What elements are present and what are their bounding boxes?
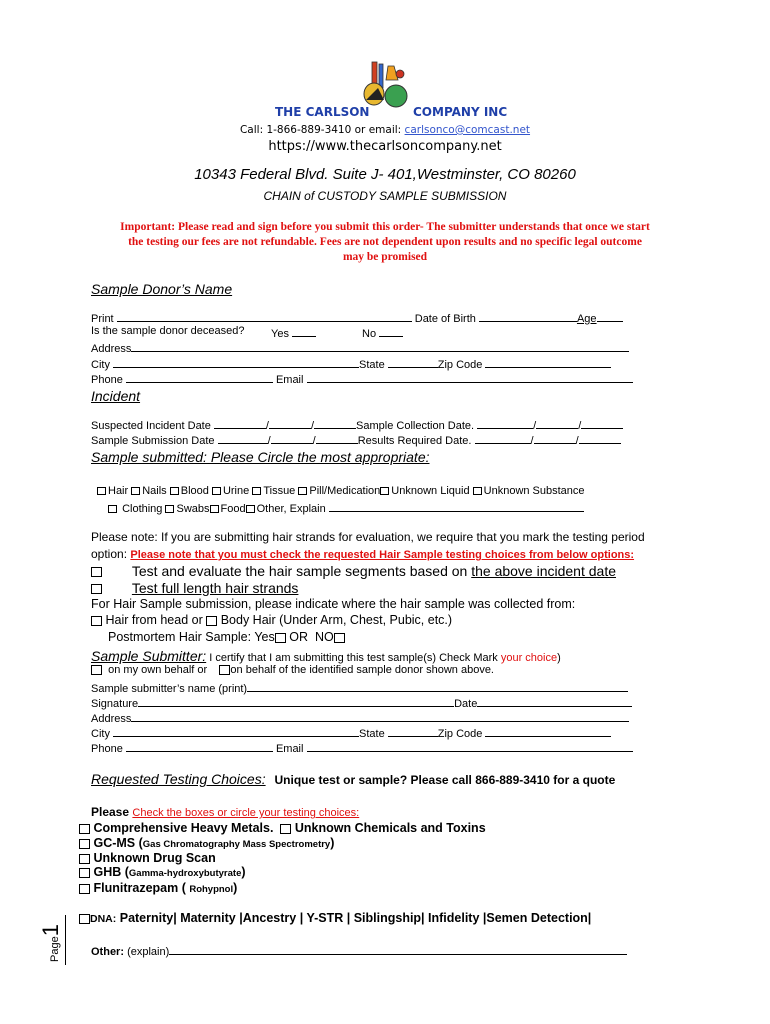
submitter-behalf-row: on my own behalf or on behalf of the identified sample donor shown above.: [91, 664, 494, 676]
age-field[interactable]: [597, 310, 623, 322]
checkbox[interactable]: [91, 665, 102, 675]
checkbox[interactable]: [252, 487, 261, 495]
email-link[interactable]: carlsonco@comcast.net: [404, 124, 531, 136]
company-name-left: THE CARLSON: [275, 105, 370, 119]
checkbox[interactable]: [210, 505, 219, 513]
print-field[interactable]: [117, 310, 412, 322]
test-row-gcms: GC-MS (Gas Chromatography Mass Spectrometry): [79, 836, 334, 850]
incident-heading: Incident: [91, 388, 141, 404]
checkbox[interactable]: [79, 824, 90, 834]
checkbox[interactable]: [91, 567, 102, 577]
donor-address-row: Address: [91, 340, 629, 355]
deceased-row: [91, 325, 245, 337]
checkbox[interactable]: [79, 868, 90, 878]
hair-option-2[interactable]: Test full length hair strands: [91, 580, 298, 596]
important-line-2: the testing our fees are not refundable. Fees are not dependent upon results and no specific legal outcome: [128, 236, 642, 248]
sample-heading: Sample submitted: Please Circle the most appropriate:: [91, 449, 430, 465]
checkbox[interactable]: [79, 914, 90, 924]
page-marker-line: [65, 915, 66, 965]
incident-row-1: Suspected Incident Date / / Sample Collection Date. / /: [91, 417, 623, 432]
deceased-no[interactable]: No: [362, 325, 403, 340]
hair-option-1[interactable]: Test and evaluate the hair sample segments based on the above incident date: [91, 563, 616, 579]
test-row-flunitrazepam: Flunitrazepam ( Rohypnol): [79, 881, 237, 895]
checkbox[interactable]: [91, 616, 102, 626]
deceased-yes[interactable]: Yes: [271, 325, 316, 340]
deceased-label: Is the sample donor deceased?: [91, 325, 245, 337]
hair-collected-question: For Hair Sample submission, please indicate where the hair sample was collected from:: [91, 597, 576, 611]
checkbox[interactable]: [212, 487, 221, 495]
dob-label: Date of Birth: [414, 313, 476, 325]
checkbox[interactable]: [380, 487, 389, 495]
hair-note-line-2: option: Please note that you must check the requested Hair Sample testing choices from below options:: [91, 547, 635, 561]
test-row-heavy-metals: Comprehensive Heavy Metals. Unknown Chemicals and Toxins: [79, 821, 486, 835]
important-notice: [60, 220, 710, 265]
zip-field[interactable]: [485, 356, 611, 368]
phone-field[interactable]: [126, 371, 273, 383]
other-explain-input[interactable]: [169, 943, 627, 955]
important-line-1: Important: Please read and sign before you submit this order- The submitter understands that once we start: [120, 221, 650, 233]
submitter-phone-row: Phone Email: [91, 740, 633, 755]
postmortem-row: Postmortem Hair Sample: Yes OR NO: [108, 630, 345, 644]
checkbox[interactable]: [275, 633, 286, 643]
checkbox[interactable]: [91, 584, 102, 594]
city-field[interactable]: [113, 356, 359, 368]
company-name-right: COMPANY INC: [413, 105, 508, 119]
important-line-3: may be promised: [342, 251, 428, 263]
checkbox[interactable]: [206, 616, 217, 626]
dob-field[interactable]: [479, 310, 577, 322]
state-field[interactable]: [388, 356, 438, 368]
print-label: Print: [91, 313, 114, 325]
test-row-dna: DNA: Paternity| Maternity |Ancestry | Y-STR | Siblingship| Infidelity |Semen Detection|: [79, 911, 591, 925]
test-row-other: Other: (explain): [91, 943, 627, 958]
checkbox[interactable]: [170, 487, 179, 495]
hair-location-row: Hair from head or Body Hair (Under Arm, Chest, Pubic, etc.): [91, 613, 452, 627]
contact-line: [0, 124, 770, 136]
testing-instructions: Please Check the boxes or circle your testing choices:: [91, 805, 360, 819]
other-explain-field[interactable]: [329, 500, 584, 512]
submitter-name-row: Sample submitter’s name (print): [91, 680, 628, 695]
website[interactable]: https://www.thecarlsoncompany.net: [268, 139, 502, 154]
checkbox[interactable]: [219, 665, 230, 675]
sample-types-row-2: Clothing Swabs Food Other, Explain: [108, 500, 584, 515]
page-marker: Page1: [38, 924, 63, 962]
checkbox[interactable]: [131, 487, 140, 495]
submitter-heading-row: Sample Submitter: I certify that I am submitting this test sample(s) Check Mark your choice): [91, 648, 561, 664]
form-title: CHAIN of CUSTODY SAMPLE SUBMISSION: [263, 189, 507, 203]
donor-phone-row: Phone Email: [91, 371, 633, 386]
sample-types-row-1: Hair Nails Blood Urine Tissue Pill/Medication Unknown Liquid Unknown Substance: [97, 485, 585, 497]
checkbox[interactable]: [165, 505, 174, 513]
test-row-ghb: GHB (Gamma-hydroxybutyrate): [79, 865, 246, 879]
donor-city-row: City State Zip Code: [91, 356, 611, 371]
checkbox[interactable]: [473, 487, 482, 495]
testing-heading-row: Requested Testing Choices: Unique test or sample? Please call 866-889-3410 for a quote: [91, 771, 616, 787]
checkbox[interactable]: [280, 824, 291, 834]
donor-heading: Sample Donor’s Name: [91, 281, 233, 297]
submitter-address-row: Address: [91, 710, 629, 725]
checkbox[interactable]: [79, 839, 90, 849]
checkbox[interactable]: [97, 487, 106, 495]
email-field[interactable]: [307, 371, 633, 383]
checkbox[interactable]: [334, 633, 345, 643]
donor-print-row: [91, 310, 623, 325]
test-row-drug: Unknown Drug Scan: [79, 851, 216, 865]
checkbox[interactable]: [79, 884, 90, 894]
submitter-city-row: City State Zip Code: [91, 725, 611, 740]
checkbox[interactable]: [108, 505, 117, 513]
checkbox[interactable]: [79, 854, 90, 864]
address-field[interactable]: [131, 340, 629, 352]
company-address: 10343 Federal Blvd. Suite J- 401,Westminster, CO 80260: [194, 166, 576, 183]
company-logo: [358, 60, 410, 110]
checkbox[interactable]: [246, 505, 255, 513]
contact-prefix: Call: 1-866-889-3410 or email:: [239, 124, 405, 136]
submitter-signature-row: Signature Date: [91, 695, 632, 710]
age-label: Age: [576, 313, 597, 325]
checkbox[interactable]: [298, 487, 307, 495]
incident-row-2: Sample Submission Date / / Results Required Date. / /: [91, 432, 621, 447]
hair-note-line-1: Please note: If you are submitting hair strands for evaluation, we require that you mark the testing period: [91, 530, 645, 544]
